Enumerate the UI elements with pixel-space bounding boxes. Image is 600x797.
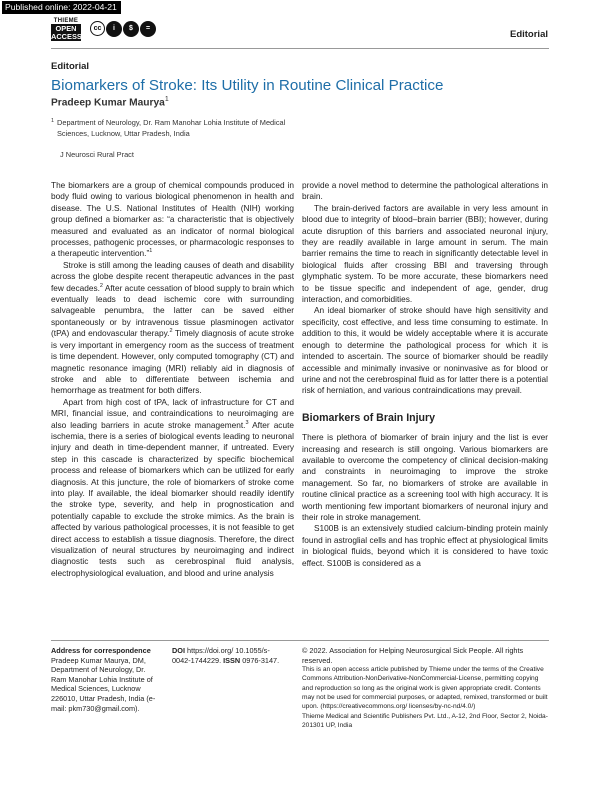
paragraph: S100B is an extensively studied calcium-binding protein mainly found in astroglial cells and has trophic effect at physiological limits in biological fluids, beyond which it is considered to have toxic effect. S100B is considered as a bbox=[302, 523, 548, 568]
doi-issn bbox=[172, 646, 282, 665]
published-date: Published online: 2022-04-21 bbox=[2, 1, 121, 14]
nc-icon: $ bbox=[123, 21, 139, 37]
paragraph bbox=[51, 397, 294, 580]
logo-top-text: THIEME bbox=[53, 18, 79, 24]
nd-icon: = bbox=[140, 21, 156, 37]
cc-icon: cc bbox=[90, 21, 105, 36]
paragraph-text: Stroke is still among the leading causes of death and disability across the globe despite recent therapeutic advances in the past few decades. bbox=[51, 259, 294, 293]
paragraph: An ideal biomarker of stroke should have high sensitivity and specificity, cost effective, and less time consuming to estimate. In addition to this, it would be widely acceptable where it is accurate enough to determine the pathological process for which it is intended to ascertain. The source of biomarker should be readily accessible and minimally invasive or noninvasive as for blood or urine and not the cerebrospinal fluid as for latter there is a potential risk of herniation, and various contraindications may prevail. bbox=[302, 305, 548, 396]
paragraph-text: After acute cessation of blood supply to brain which eventually leads to dead ischemic core with surrounding salvageable penumbra, the latter can be saved either spontaneously or by intravenous tissue plasminogen activator (tPA) and endovascular therapy. bbox=[51, 282, 294, 339]
author-superscript: 1 bbox=[164, 96, 169, 103]
issn-text: 0976-3147. bbox=[240, 655, 280, 665]
doi-label: DOI bbox=[172, 646, 185, 655]
affiliation bbox=[51, 118, 311, 139]
logo-line2: ACCESS bbox=[51, 31, 82, 41]
header-section-label: Editorial bbox=[509, 29, 548, 40]
affiliation-text: Department of Neurology, Dr. Ram Manohar Lohia Institute of Medical Sciences, Lucknow, Uttar Pradesh, India bbox=[57, 118, 286, 138]
citation: 3 bbox=[245, 419, 249, 426]
citation: 1 bbox=[149, 248, 153, 255]
footer-rule bbox=[51, 640, 549, 641]
author-text: Pradeep Kumar Maurya bbox=[51, 97, 165, 109]
correspondence-address bbox=[51, 646, 159, 713]
logo-box bbox=[51, 24, 81, 41]
by-icon: i bbox=[106, 21, 122, 37]
issn-label: ISSN bbox=[223, 655, 241, 665]
affiliation-superscript: 1 bbox=[51, 118, 55, 124]
paragraph-text: The biomarkers are a group of chemical compounds produced in body fluid owing to various biological phenomenon in health and disease. The U.S. National Institutes of Health (NIH) working group defined a biomarker as: “a characteristic that is objectively measured and evaluated as an indicator of normal biological processes, pathogenic processes, or pharmacologic responses to a therapeutic intervention.” bbox=[51, 180, 294, 259]
logo-line1: OPEN bbox=[55, 24, 77, 33]
copyright-text: © 2022. Association for Helping Neurosurgical Sick People. All rights reserved. bbox=[302, 646, 524, 665]
creative-commons-badges bbox=[90, 21, 156, 37]
section-heading: Biomarkers of Brain Injury bbox=[302, 411, 436, 424]
paragraph bbox=[51, 260, 294, 397]
paragraph: The brain-derived factors are available in very less amount in blood due to integrity of blood–brain barrier (BBI); however, during acute disruption of this barriers and associated neuronal injury, they are readily available in large amount in serum. The main barrier remains the time to reach in significantly detectable level in biological fluids after crossing BBI and traversing through glymphatic system. To be more accurate, these biomarkers need to be tissue specific and independent of age, gender, drug interaction, and comorbidities. bbox=[302, 202, 548, 305]
article-title: Biomarkers of Stroke: Its Utility in Routine Clinical Practice bbox=[51, 77, 444, 94]
article-section: Editorial bbox=[51, 61, 90, 72]
citation: 2 bbox=[169, 328, 173, 335]
publisher-text: Thieme Medical and Scientific Publishers Pvt. Ltd., A-12, 2nd Floor, Sector 2, Noida-201301 UP, India bbox=[302, 712, 548, 729]
author-name bbox=[51, 96, 169, 108]
citation: 2 bbox=[99, 282, 103, 289]
copyright-block bbox=[302, 646, 548, 730]
thieme-open-access-logo bbox=[51, 18, 81, 41]
address-text: Pradeep Kumar Maurya, DM, Department of Neurology, Dr. Ram Manohar Lohia Institute of Medical Sciences, Lucknow 226010, Uttar Pradesh, India (e-mail: pkm730@gmail.com). bbox=[51, 655, 156, 713]
right-column bbox=[302, 180, 548, 569]
published-bar bbox=[0, 0, 600, 16]
paragraph-text: After acute ischemia, there is a series of biological events leading to neuronal injury and death in time-dependent manner, if untreated. Every step in this cascade is characterized by specific biochemical process and release of biomarkers which can be utilized for early diagnosis. At this juncture, the role of biomarkers of stroke come into play. If available, the ideal biomarker should readily identify the stroke type, severity, and help in prognostication and potentially capable to exclude the stroke mimics. As the brain is affected by various pathological processes, it is not feasible to get direct access to establish a tissue diagnosis. Therefore, the direct visualization of neural structures by neuroimaging and indirect diagnostic tests such as cerebrospinal fluid analysis, electrophysiological evaluation, and blood and urine analysis bbox=[51, 419, 294, 578]
paragraph-text: Timely diagnosis of acute stroke is very important in emergency room as the success of treatment is time dependent. However, only computed tomography (CT) and magnetic resonance imaging (MRI) reliably aid in diagnosis of stroke and able to differentiate between ischemia and hemorrhage as treatment for both differs. bbox=[51, 328, 294, 396]
paragraph: There is plethora of biomarker of brain injury and the list is ever increasing and research is still ongoing. Various biomarkers are available to overcome the competency of clinical decision-making and constraints in neuroimaging to improve the stroke management. So far, no biomarkers of stroke are available in routine clinical practice as a screening tool with high accuracy. It is worth mentioning few important biomarkers of neuronal injury and their role in stroke management. bbox=[302, 432, 548, 522]
license-text: This is an open access article published by Thieme under the terms of the Creative Commons Attribution-NonDerivative-NonCommercial-License, permitting copying and reproduction so long as the original work is given appropriate credit. Contents may not be used for commercial purposes, or adapted, remixed, transformed or built upon. (https://creativecommons.org/ licenses/by-nc-nd/4.0/) bbox=[302, 666, 548, 711]
left-column bbox=[51, 180, 294, 579]
paragraph bbox=[51, 180, 294, 260]
header-rule bbox=[51, 48, 549, 49]
doi-text: https://doi.org/ 10.1055/s-0042-1744229. bbox=[172, 646, 270, 665]
address-label: Address for correspondence bbox=[51, 646, 151, 655]
paragraph: provide a novel method to determine the pathological alterations in brain. bbox=[302, 180, 548, 202]
paragraph-text: Apart from high cost of tPA, lack of infrastructure for CT and MRI, financial issue, and contraindications to neuroimaging are also leading barriers in acute stroke management. bbox=[51, 396, 294, 430]
journal-citation: J Neurosci Rural Pract bbox=[60, 150, 134, 159]
